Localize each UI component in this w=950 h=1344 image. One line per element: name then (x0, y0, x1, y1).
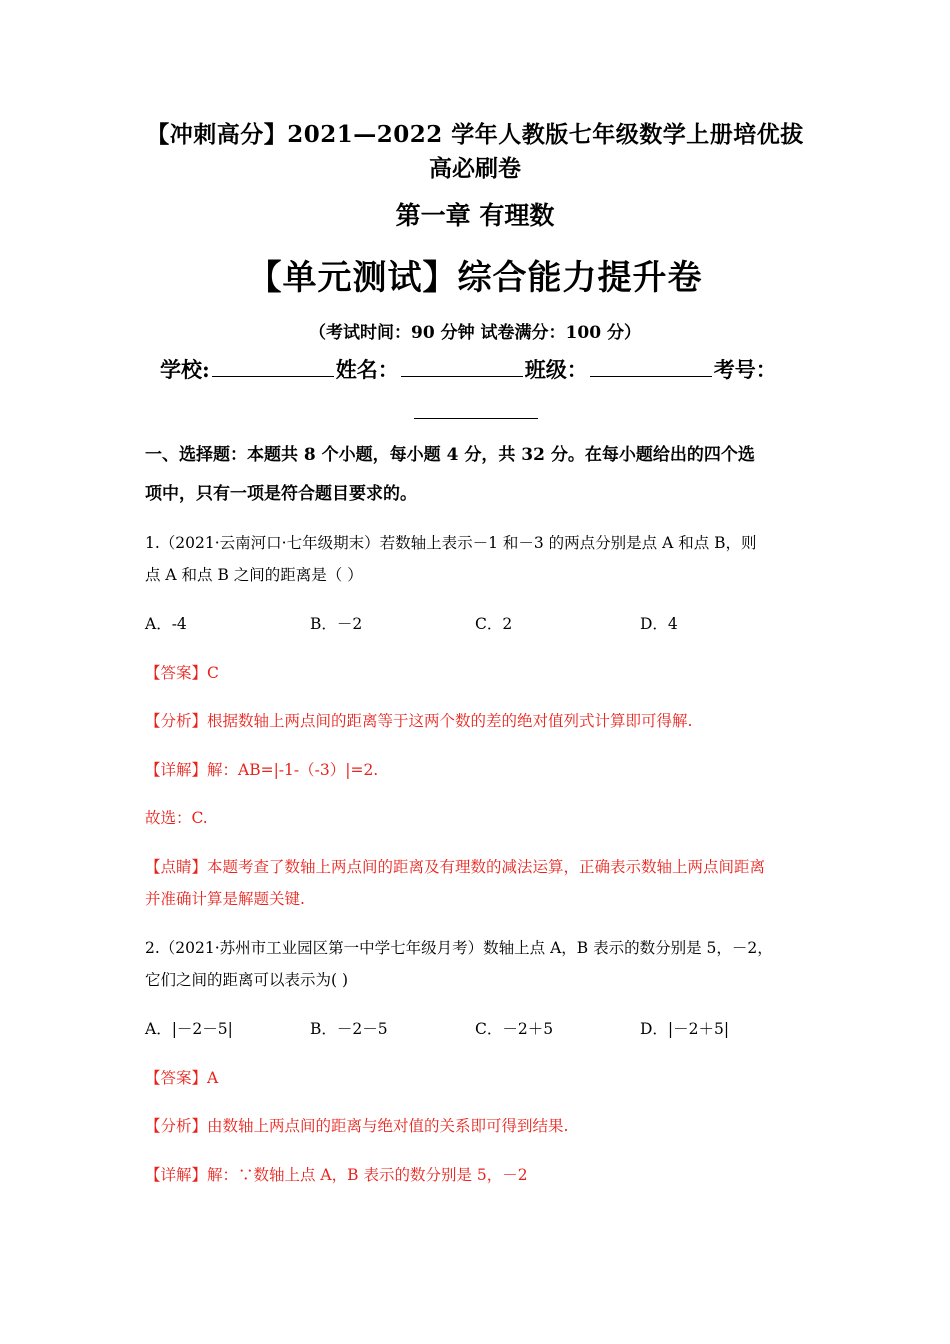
name-blank (401, 356, 523, 377)
q1-option-c: C．2 (475, 615, 513, 633)
document-title-line1: 【冲刺高分】2021—2022 学年人教版七年级数学上册培优拔 (146, 121, 804, 148)
q1-stem-line2: 点 A 和点 B 之间的距离是（ ） (145, 566, 363, 584)
unit-test-title: 【单元测试】综合能力提升卷 (247, 258, 703, 298)
q2-detail: 【详解】解：∵数轴上点 A，B 表示的数分别是 5，－2 (145, 1166, 528, 1184)
q2-option-b: B．－2－5 (310, 1020, 388, 1038)
school-blank (212, 356, 334, 377)
q2-option-c: C．－2＋5 (475, 1020, 554, 1038)
class-blank (590, 356, 712, 377)
q2-option-d: D．|－2＋5| (640, 1020, 730, 1038)
q2-analysis: 【分析】由数轴上两点间的距离与绝对值的关系即可得到结果. (145, 1117, 569, 1135)
number-label: 考号： (713, 357, 777, 382)
q2-stem-line2: 它们之间的距离可以表示为( ) (145, 971, 349, 989)
name-label: 姓名： (335, 357, 399, 382)
school-label: 学校: (160, 357, 210, 382)
section-heading-line1: 一、选择题：本题共 8 个小题，每小题 4 分，共 32 分。在每小题给出的四个选 (145, 445, 755, 465)
q1-choose: 故选：C. (145, 809, 208, 827)
q1-option-d: D．4 (640, 615, 678, 633)
q1-answer: 【答案】C (145, 664, 219, 682)
chapter-heading: 第一章 有理数 (395, 201, 555, 230)
q1-stem-line1: 1.（2021·云南河口·七年级期末）若数轴上表示－1 和－3 的两点分别是点 A 和点 B，则 (145, 534, 757, 552)
section-heading-line2: 项中，只有一项是符合题目要求的。 (145, 484, 417, 504)
q1-comment-line1: 【点睛】本题考查了数轴上两点间的距离及有理数的减法运算，正确表示数轴上两点间距离 (145, 858, 766, 876)
student-info-row (160, 354, 777, 384)
exam-info: （考试时间：90 分钟 试卷满分：100 分） (309, 323, 641, 343)
q1-option-a: A．-4 (145, 615, 187, 633)
q2-option-a: A．|－2－5| (145, 1020, 233, 1038)
exam-number-blank (414, 418, 538, 419)
document-title-line2: 高必刷卷 (429, 155, 521, 182)
q1-option-b: B．－2 (310, 615, 363, 633)
q1-analysis: 【分析】根据数轴上两点间的距离等于这两个数的差的绝对值列式计算即可得解. (145, 712, 693, 730)
q2-stem-line1: 2.（2021·苏州市工业园区第一中学七年级月考）数轴上点 A，B 表示的数分别是 5，－2， (145, 939, 773, 957)
q1-detail: 【详解】解：AB=|-1-（-3）|=2. (145, 761, 379, 779)
class-label: 班级： (524, 357, 588, 382)
q2-answer: 【答案】A (145, 1069, 219, 1087)
q1-comment-line2: 并准确计算是解题关键. (145, 890, 305, 908)
